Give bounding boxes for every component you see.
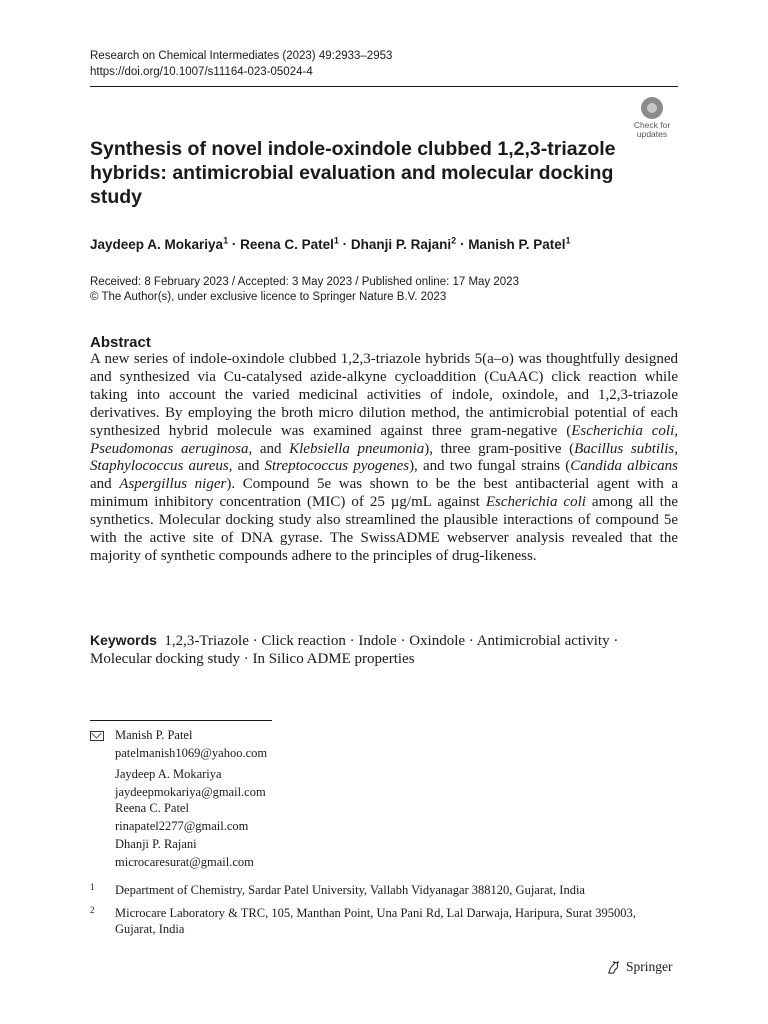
affiliation-text: Microcare Laboratory & TRC, 105, Manthan Point, Una Pani Rd, Lal Darwaja, Haripura, Surat 395003, Gujarat, India bbox=[115, 906, 636, 936]
contact-email[interactable]: patelmanish1069@yahoo.com bbox=[115, 745, 268, 760]
contact-name: Jaydeep A. Mokariya bbox=[115, 767, 222, 781]
contact-email[interactable]: jaydeepmokariya@gmail.com bbox=[115, 784, 266, 799]
badge-line2: updates bbox=[636, 129, 668, 139]
author-3[interactable]: Dhanji P. Rajani$^2$ bbox=[350, 235, 457, 252]
keywords-label: Keywords bbox=[90, 632, 157, 648]
contact-2 bbox=[115, 766, 266, 801]
contact-name: Manish P. Patel bbox=[115, 728, 193, 742]
check-for-updates-badge[interactable] bbox=[626, 97, 678, 141]
article-title: Synthesis of novel indole-oxindole clubbed 1,2,3-triazole hybrids: antimicrobial evaluation and molecular docking study bbox=[90, 138, 616, 208]
author-list: Jaydeep A. Mokariya$^1$ · Reena C. Patel$^1$ · Dhanji P. Rajani$^2$ · Manish P. Patel$^1$ bbox=[90, 235, 571, 252]
abstract-heading: Abstract bbox=[90, 334, 151, 351]
contact-email[interactable]: rinapatel2277@gmail.com bbox=[115, 818, 249, 833]
copyright-notice: © The Author(s), under exclusive licence to Springer Nature B.V. 2023 bbox=[90, 291, 447, 303]
contact-1 bbox=[115, 727, 267, 762]
keywords-list: 1,2,3-Triazole · Click reaction · Indole · Oxindole · Antimicrobial activity · Molecular docking study · In Silico ADME properties bbox=[90, 633, 619, 667]
springer-logo bbox=[606, 959, 673, 975]
contact-email[interactable]: microcaresurat@gmail.com bbox=[115, 854, 254, 869]
author-1[interactable]: Jaydeep A. Mokariya$^1$ bbox=[90, 235, 229, 252]
publisher-name: Springer bbox=[626, 959, 673, 974]
journal-header bbox=[90, 48, 392, 80]
contact-name: Dhanji P. Rajani bbox=[115, 837, 197, 851]
publication-dates bbox=[90, 275, 690, 305]
author-2[interactable]: Reena C. Patel$^1$ bbox=[240, 235, 339, 252]
doi-link[interactable]: https://doi.org/10.1007/s11164-023-05024-4 bbox=[90, 66, 313, 78]
abstract-body: A new series of indole-oxindole clubbed 1,2,3-triazole hybrids 5(a–o) was thoughtfully designed and synthesized via Cu-catalysed azide-alkyne cycloaddition (CuAAC) click reaction while taking into account the varied medicinal activities of indole, oxindole, and 1,2,3-triazole derivatives. By employing the broth micro dilution method, the antimicrobial potential of each synthesized hybrid molecule was examined against three gram-negative (Escherichia coli, Pseudomonas aeruginosa, and Klebsiella pneumonia), three gram-positive (Bacillus subtilis, Staphylococcus aureus, and Streptococcus pyogenes), and two fungal strains (Candida albicans and Aspergillus niger). Compound 5e was shown to be the best antibacterial agent with a minimum inhibitory concentration (MIC) of 25 µg/mL against Escherichia coli among all the synthetics. Molecular docking study also streamlined the plausible interactions of compound 5e with the active site of DNA gyrase. The SwissADME webserver analysis revealed that the majority of synthetic compounds adhere to the principles of drug-likeness. bbox=[90, 351, 679, 564]
contact-name: Reena C. Patel bbox=[115, 801, 189, 815]
envelope-icon bbox=[90, 731, 104, 741]
author-4[interactable]: Manish P. Patel$^1$ bbox=[468, 235, 571, 252]
contact-3 bbox=[115, 800, 248, 835]
badge-line1: Check for bbox=[633, 120, 671, 130]
springer-horse-icon bbox=[606, 960, 621, 975]
affiliation-text: Department of Chemistry, Sardar Patel University, Vallabh Vidyanagar 388120, Gujarat, India bbox=[115, 883, 585, 897]
check-updates-icon bbox=[641, 97, 663, 119]
journal-citation: Research on Chemical Intermediates (2023) 49:2933–2953 bbox=[90, 50, 393, 62]
keywords bbox=[90, 631, 678, 668]
contact-4 bbox=[115, 836, 254, 871]
header-divider bbox=[90, 86, 678, 87]
history-dates: Received: 8 February 2023 / Accepted: 3 May 2023 / Published online: 17 May 2023 bbox=[90, 276, 519, 288]
affiliation-number: 2 bbox=[90, 905, 95, 915]
affiliation-number: 1 bbox=[90, 882, 95, 892]
footnote-divider bbox=[90, 720, 272, 721]
